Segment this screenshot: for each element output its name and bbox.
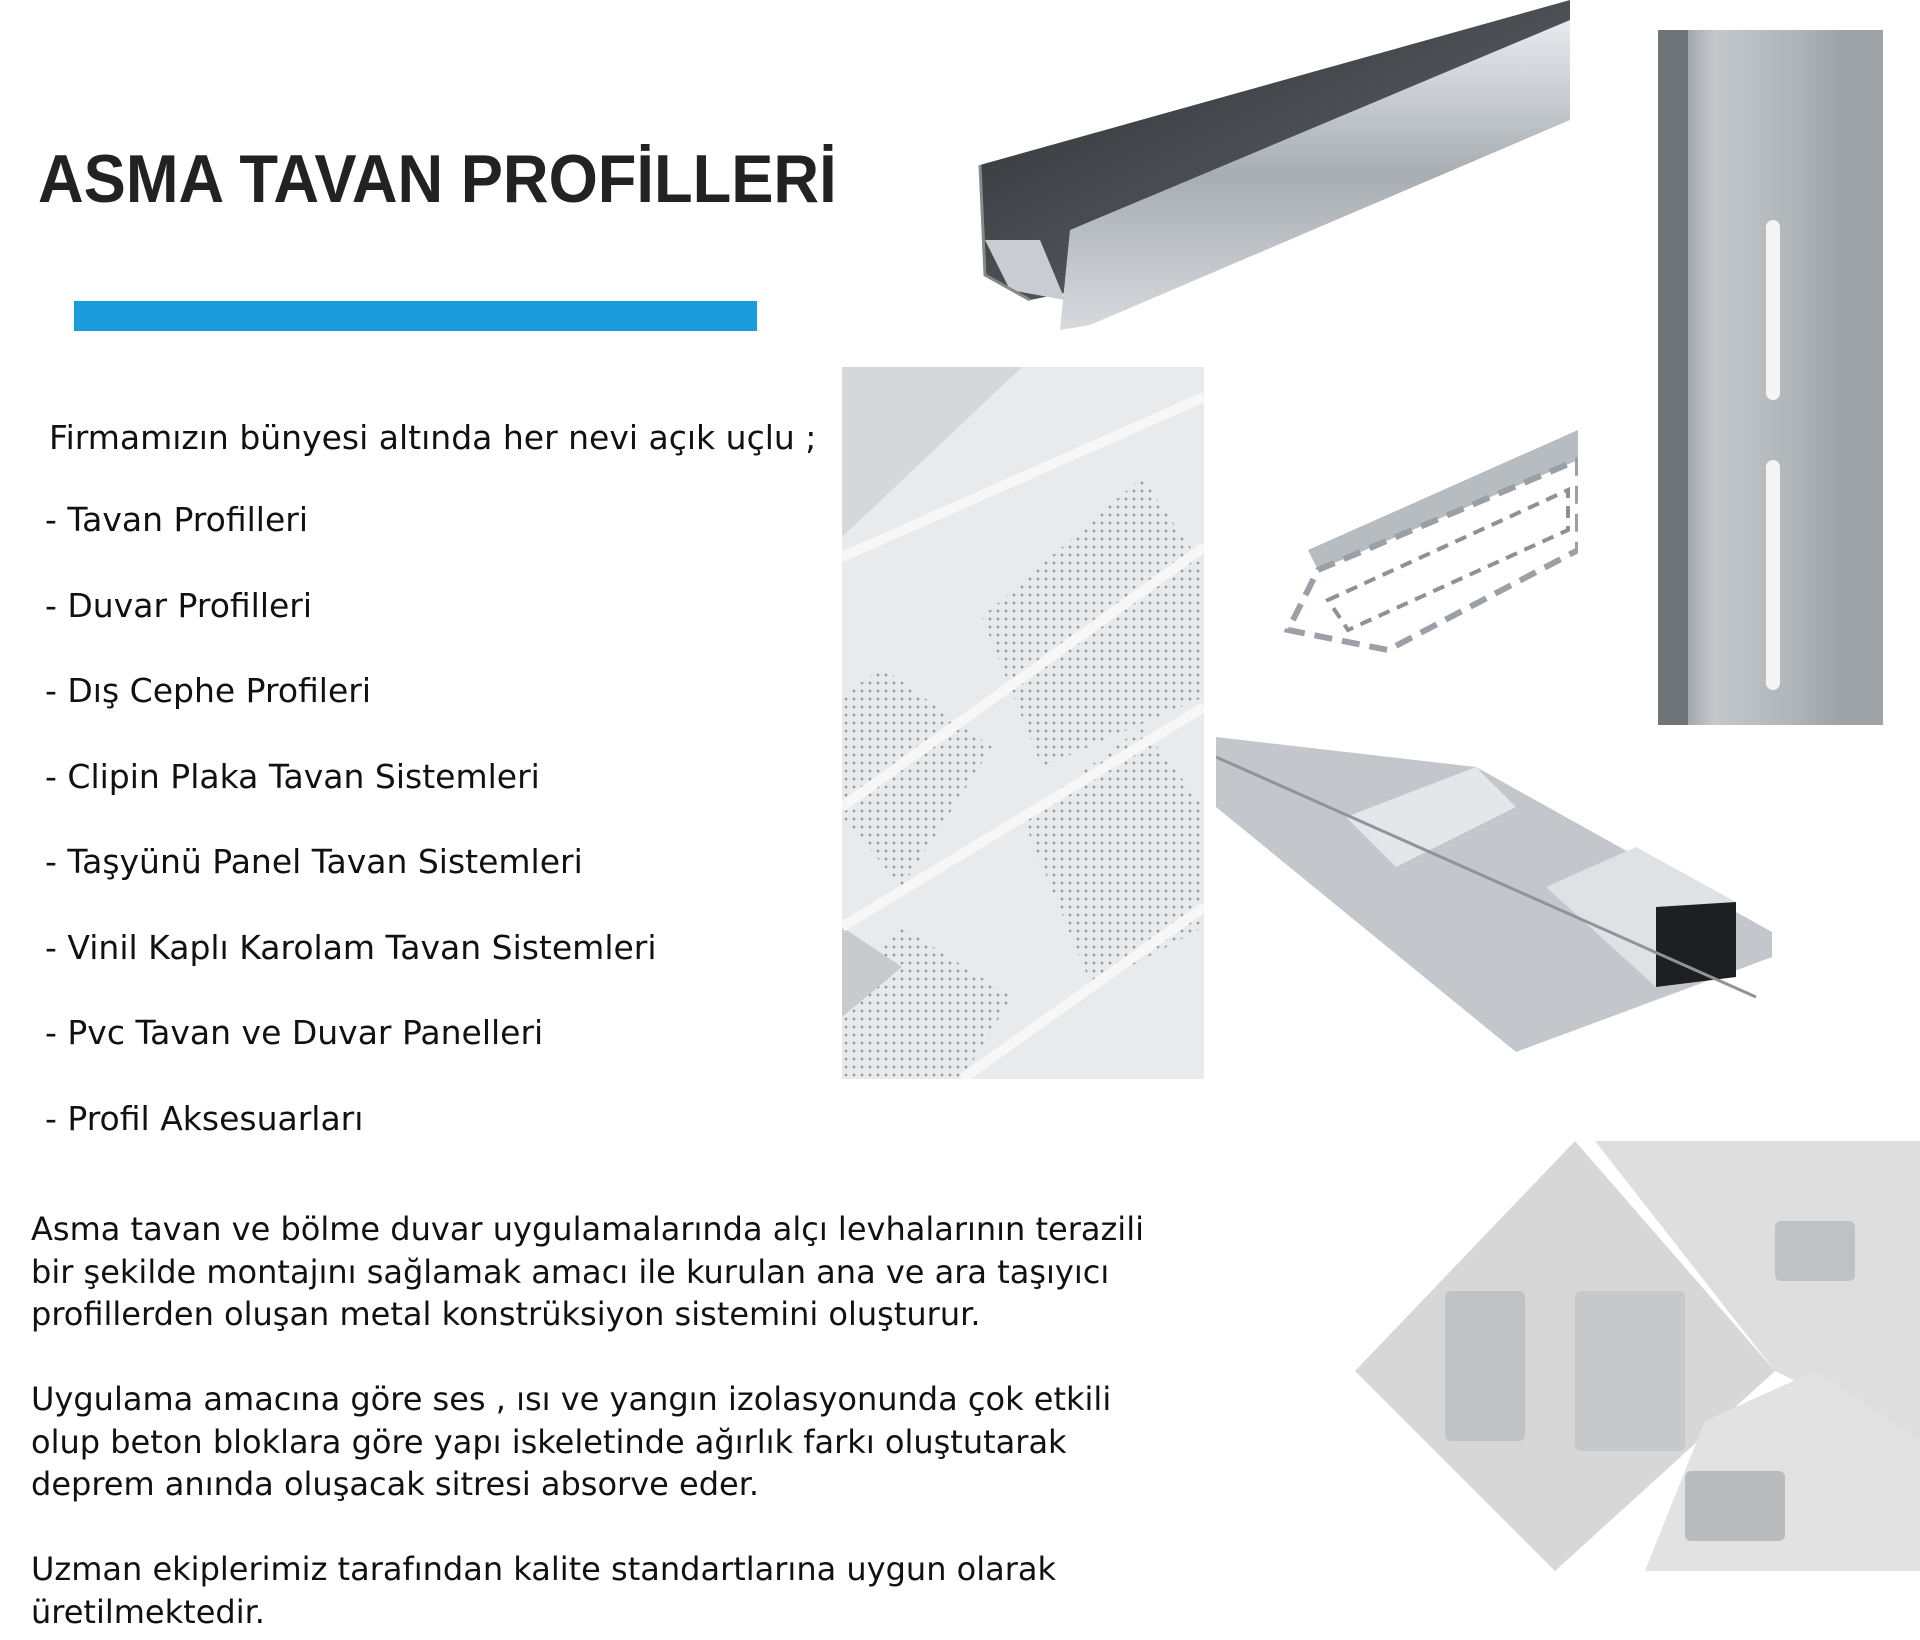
list-item: - Taşyünü Panel Tavan Sistemleri [45,842,583,881]
list-item: - Pvc Tavan ve Duvar Panelleri [45,1013,544,1052]
page-title: ASMA TAVAN PROFİLLERİ [38,141,837,217]
list-item: - Dış Cephe Profileri [45,671,372,710]
title-accent-bar [74,301,757,331]
corner-bead-image [1268,430,1578,680]
list-item: - Vinil Kaplı Karolam Tavan Sistemleri [45,927,657,967]
c-stud-profile-image [1658,30,1883,725]
list-item: - Profil Aksesuarları [45,1098,364,1138]
intro-text: Firmamızın bünyesi altında her nevi açık uçlu ; [49,418,817,457]
ceiling-tiles-image [842,367,1204,1079]
paragraph-3: Uzman ekiplerimiz tarafından kalite standartlarına uygun olarak üretilmektedir. [31,1550,1057,1631]
paragraph-2: Uygulama amacına göre ses , ısı ve yangın izolasyonunda çok etkili olup beton bloklara göre yapı iskeletinde ağırlık farkı oluştutarak deprem anında oluşacak sitresi absorve eder. [31,1380,1112,1503]
accessories-image [1355,1141,1920,1571]
nested-profiles-image [1216,737,1772,1052]
list-item: - Clipin Plaka Tavan Sistemleri [45,756,540,796]
list-item: - Duvar Profilleri [45,585,313,625]
list-item: - Tavan Profilleri [45,500,308,539]
product-list [45,500,657,1184]
paragraph-1: Asma tavan ve bölme duvar uygulamalarında alçı levhalarının terazili bir şekilde montajını sağlamak amacı ile kurulan ana ve ara taşıyıcı profillerden oluşan metal konstrüksiyon sistemini oluşturur. [31,1210,1144,1333]
u-channel-profile-image [970,0,1570,335]
